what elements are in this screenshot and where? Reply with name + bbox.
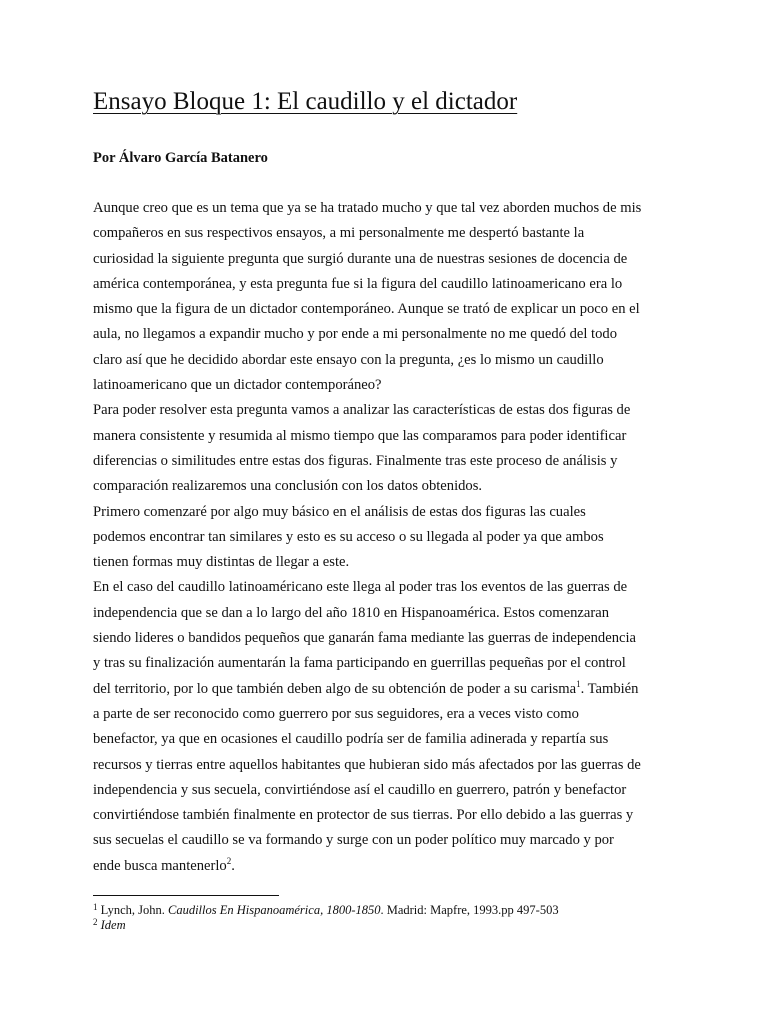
text-line: y tras su finalización aumentarán la fama participando en guerrillas pequeñas por el control [93,655,626,672]
text-line: podemos encontrar tan similares y esto es su acceso o su llegada al poder ya que ambos [93,528,604,545]
footnote-text: Idem [100,918,126,932]
text-line: américa contemporánea, y esta pregunta fue si la figura del caudillo latinoamericano era lo [93,275,623,292]
footnotes [93,903,559,933]
footnote-1 [93,903,559,918]
footnote-author: Lynch, John. [97,903,168,917]
text-line: curiosidad la siguiente pregunta que surgió durante una de nuestras sesiones de docencia de [93,250,628,267]
footnote-ref-1: 1 [576,678,581,689]
text-segment: . También [580,680,639,697]
text-line: recursos y tierras entre aquellos habitantes que hubieran sido más afectados por las guerras de [93,756,641,773]
text-line: aula, no llegamos a expandir mucho y por ende a mi personalmente no me quedó del todo [93,326,618,343]
text-line: claro así que he decidido abordar este ensayo con la pregunta, ¿es lo mismo un caudillo [93,351,604,368]
text-line: convirtiéndose también finalmente en protector de sus tierras. Por ello debido a las guerras y [93,807,634,824]
essay-body [93,196,678,879]
text-line: manera consistente y resumida al mismo tiempo que las comparamos para poder identificar [93,427,627,444]
text-segment: . [231,857,235,874]
text-line [93,677,678,702]
author-line: Por Álvaro García Batanero [93,150,268,166]
document-title: Ensayo Bloque 1: El caudillo y el dictador [93,88,518,115]
text-line: benefactor, ya que en ocasiones el caudillo podría ser de familia adinerada y repartía sus [93,731,609,748]
footnote-2 [93,918,559,933]
text-line: comparación realizaremos una conclusión con los datos obtenidos. [93,478,483,495]
text-line: diferencias o similitudes entre estas dos figuras. Finalmente tras este proceso de análisis y [93,452,618,469]
footnote-mark: 1 [93,902,98,912]
text-segment: del territorio, por lo que también deben algo de su obtención de poder a su carisma [93,680,577,697]
text-line: Primero comenzaré por algo muy básico en el análisis de estas dos figuras las cuales [93,503,586,520]
text-line: latinoamericano que un dictador contemporáneo? [93,377,382,394]
text-line: independencia que se dan a lo largo del año 1810 en Hispanoamérica. Estos comenzaran [93,604,609,621]
text-line [93,854,678,879]
footnote-ref-2: 2 [226,855,232,866]
footnote-publication: . Madrid: Mapfre, 1993.pp 497-503 [380,903,559,917]
text-line: Aunque creo que es un tema que ya se ha tratado mucho y que tal vez aborden muchos de mis [93,200,642,216]
text-line: a parte de ser reconocido como guerrero por sus seguidores, era a veces visto como [93,705,579,722]
text-line: siendo lideres o bandidos pequeños que ganarán fama mediante las guerras de independencia [93,630,637,647]
footnote-separator [93,895,279,896]
text-line: En el caso del caudillo latinoaméricano este llega al poder tras los eventos de las guerras de [93,579,628,596]
text-line: tienen formas muy distintas de llegar a este. [93,554,350,571]
text-line: mismo que la figura de un dictador contemporáneo. Aunque se trató de explicar un poco en el [93,301,640,318]
text-line: independencia y sus secuela, convirtiéndose así el caudillo en guerrero, patrón y benefactor [93,781,627,798]
footnote-mark: 2 [93,917,98,927]
text-line: Para poder resolver esta pregunta vamos a analizar las características de estas dos figuras de [93,402,631,419]
footnote-book-title: Caudillos En Hispanoamérica, 1800-1850 [167,903,381,917]
text-line: compañeros en sus respectivos ensayos, a mi personalmente me despertó bastante la [93,225,585,242]
text-line: sus secuelas el caudillo se va formando y surge con un poder político muy marcado y por [93,832,614,849]
text-segment: ende busca mantenerlo [93,857,227,874]
